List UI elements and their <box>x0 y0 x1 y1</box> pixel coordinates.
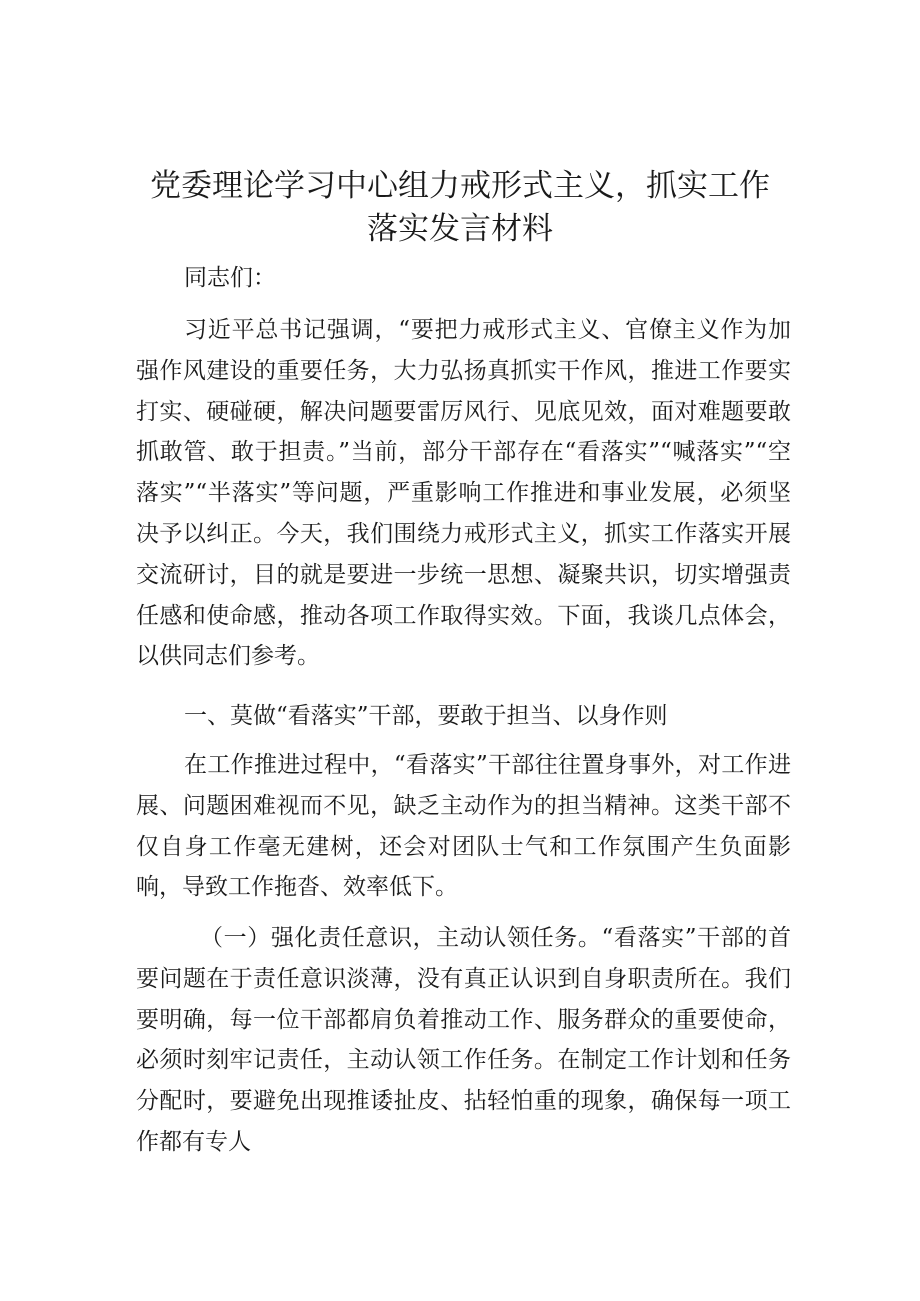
salutation: 同志们： <box>184 265 276 291</box>
section-heading-1: 一、莫做“看落实”干部，要敢于担当、以身作则 <box>184 703 668 729</box>
document-title-line-1: 党委理论学习中心组力戒形式主义，抓实工作 <box>150 168 770 204</box>
paragraph-intro: 习近平总书记强调，“要把力戒形式主义、官僚主义作为加强作风建设的重要任务，大力弘扬真抓实干作风，推进工作要实打实、硬碰硬，解决问题要雷厉风行、见底见效，面对难题要敢抓敢管、敢于担责。”当前，部分干部存在“看落实”“喊落实”“空落实”“半落实”等问题，严重影响工作推进和事业发展，必须坚决予以纠正。今天，我们围绕力戒形式主义，抓实工作落实开展交流研讨，目的就是要进一步统一思想、凝聚共识，切实增强责任感和使命感，推动各项工作取得实效。下面，我谈几点体会，以供同志们参考。 <box>136 317 791 670</box>
paragraph-subsection-1: （一）强化责任意识，主动认领任务。“看落实”干部的首要问题在于责任意识淡薄，没有真正认识到自身职责所在。我们要明确，每一位干部都肩负着推动工作、服务群众的重要使命，必须时刻牢记责任，主动认领工作任务。在制定工作计划和任务分配时，要避免出现推诿扯皮、拈轻怕重的现象，确保每一项工作都有专人 <box>136 925 791 1155</box>
paragraph-section-1: 在工作推进过程中，“看落实”干部往往置身事外，对工作进展、问题困难视而不见，缺乏主动作为的担当精神。这类干部不仅自身工作毫无建树，还会对团队士气和工作氛围产生负面影响，导致工作拖沓、效率低下。 <box>136 752 791 901</box>
document-title-line-2: 落实发言材料 <box>367 211 553 247</box>
